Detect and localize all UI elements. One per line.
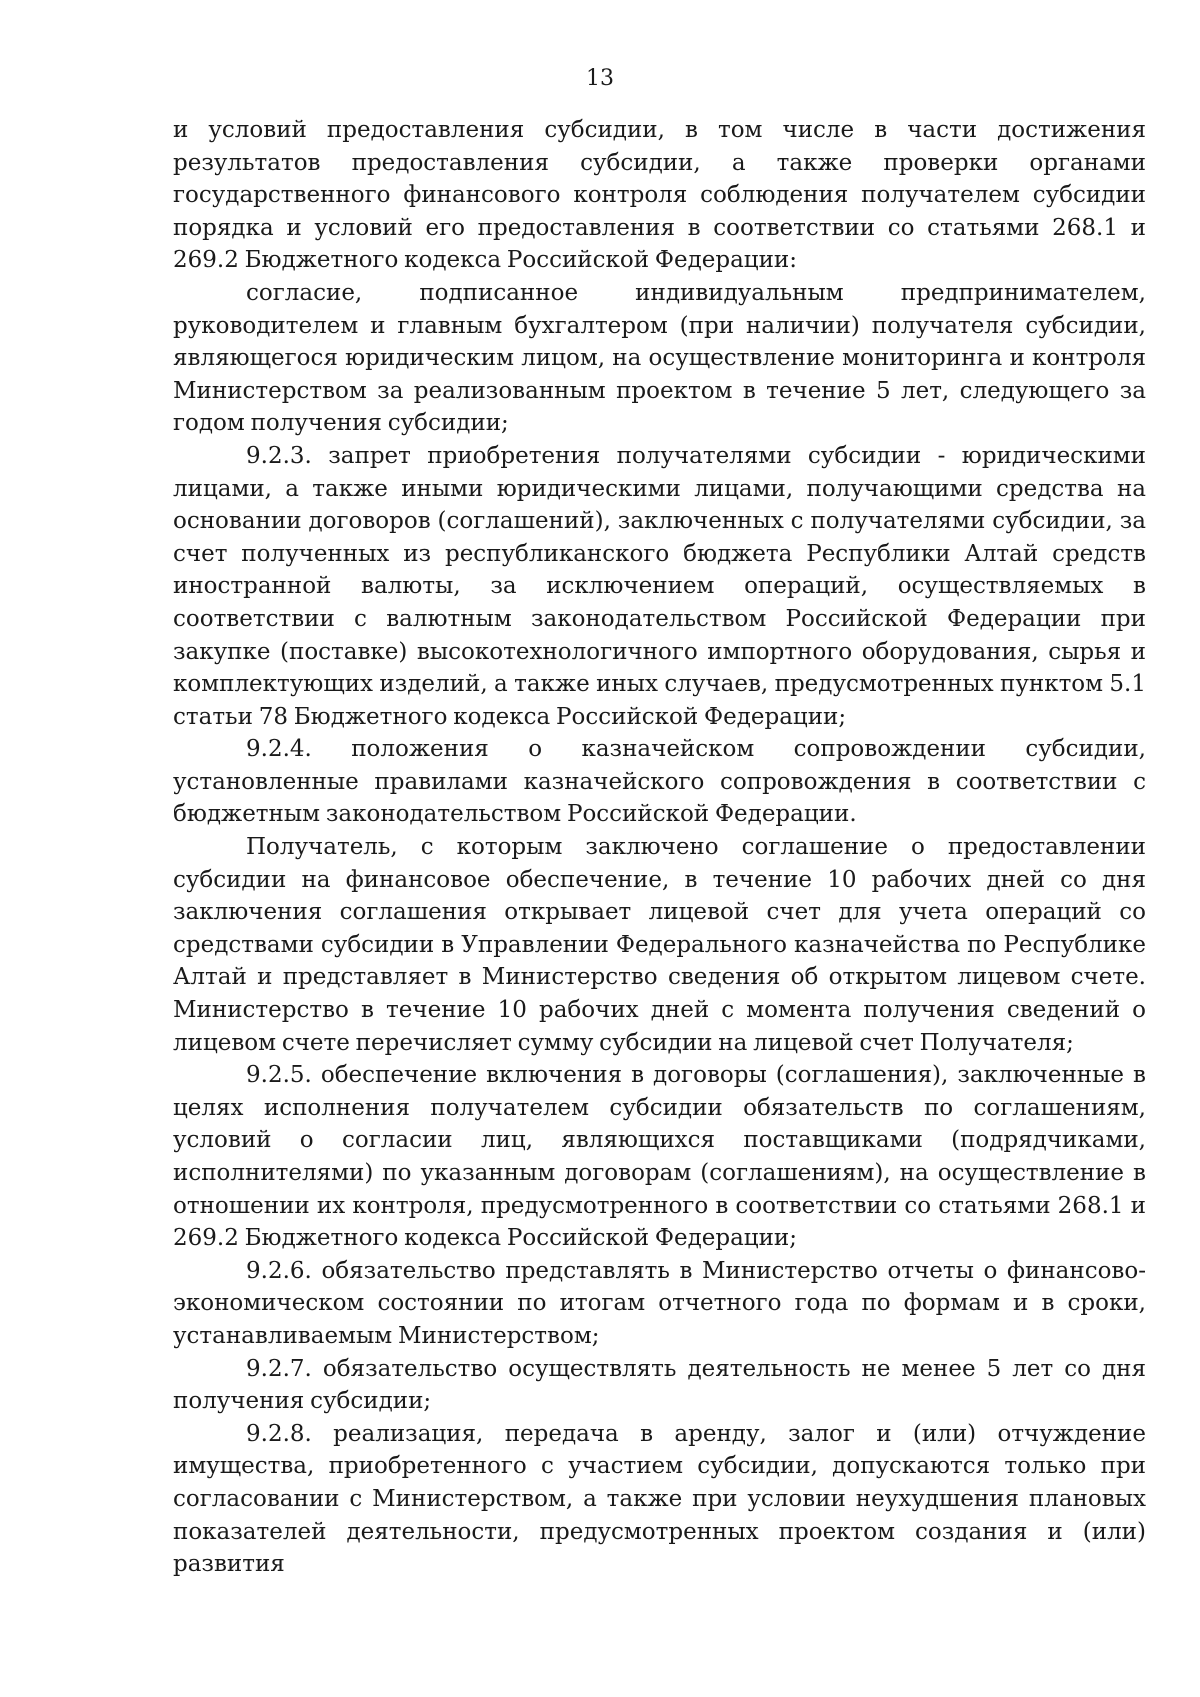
paragraph-recipient-account: Получатель, с которым заключено соглашение о предоставлении субсидии на финансовое обеспечение, в течение 10 рабочих дней со дня заключения соглашения открывает лицевой счет для учета операций со средствами субсидии в Управлении Федерального казначейства по Республике Алтай и представляет в Министерство сведения об открытом лицевом счете. Министерство в течение 10 рабочих дней с момента получения сведений о лицевом счете перечисляет сумму субсидии на лицевой счет Получателя; [173,834,1146,1056]
page-number: 13 [586,66,614,91]
paragraph-continuation: и условий предоставления субсидии, в том числе в части достижения результатов предоставления субсидии, а также проверки органами государственного финансового контроля соблюдения получателем субсидии порядка и условий его предоставления в соответствии со статьями 268.1 и 269.2 Бюджетного кодекса Российской Федерации: [173,117,1146,274]
paragraph-9-2-7: 9.2.7. обязательство осуществлять деятельность не менее 5 лет со дня получения субсидии; [173,1355,1146,1415]
paragraph-9-2-6: 9.2.6. обязательство представлять в Министерство отчеты о финансово-экономическом состоянии по итогам отчетного года по формам и в сроки, устанавливаемым Министерством; [173,1257,1146,1349]
paragraph-9-2-8: 9.2.8. реализация, передача в аренду, залог и (или) отчуждение имущества, приобретенного с участием субсидии, допускаются только при согласовании с Министерством, а также при условии неухудшения плановых показателей деятельности, предусмотренных проектом создания и (или) развития [173,1420,1146,1578]
paragraph-9-2-4: 9.2.4. положения о казначейском сопровождении субсидии, установленные правилами казначейского сопровождения в соответствии с бюджетным законодательством Российской Федерации. [173,736,1146,828]
paragraph-consent: согласие, подписанное индивидуальным предпринимателем, руководителем и главным бухгалтером (при наличии) получателя субсидии, являющегося юридическим лицом, на осуществление мониторинга и контроля Министерством за реализованным проектом в течение 5 лет, следующего за годом получения субсидии; [173,279,1146,437]
paragraph-9-2-5: 9.2.5. обеспечение включения в договоры (соглашения), заключенные в целях исполнения получателем субсидии обязательств по соглашениям, условий о согласии лиц, являющихся поставщиками (подрядчиками, исполнителями) по указанным договорам (соглашениям), на осуществление в отношении их контроля, предусмотренного в соответствии со статьями 268.1 и 269.2 Бюджетного кодекса Российской Федерации; [173,1062,1146,1252]
document-body [173,114,1146,1581]
paragraph-9-2-3: 9.2.3. запрет приобретения получателями субсидии - юридическими лицами, а также иными юридическими лицами, получающими средства на основании договоров (соглашений), заключенных с получателями субсидии, за счет полученных из республиканского бюджета Республики Алтай средств иностранной валюты, за исключением операций, осуществляемых в соответствии с валютным законодательством Российской Федерации при закупке (поставке) высокотехнологичного импортного оборудования, сырья и комплектующих изделий, а также иных случаев, предусмотренных пунктом 5.1 статьи 78 Бюджетного кодекса Российской Федерации; [173,442,1146,730]
